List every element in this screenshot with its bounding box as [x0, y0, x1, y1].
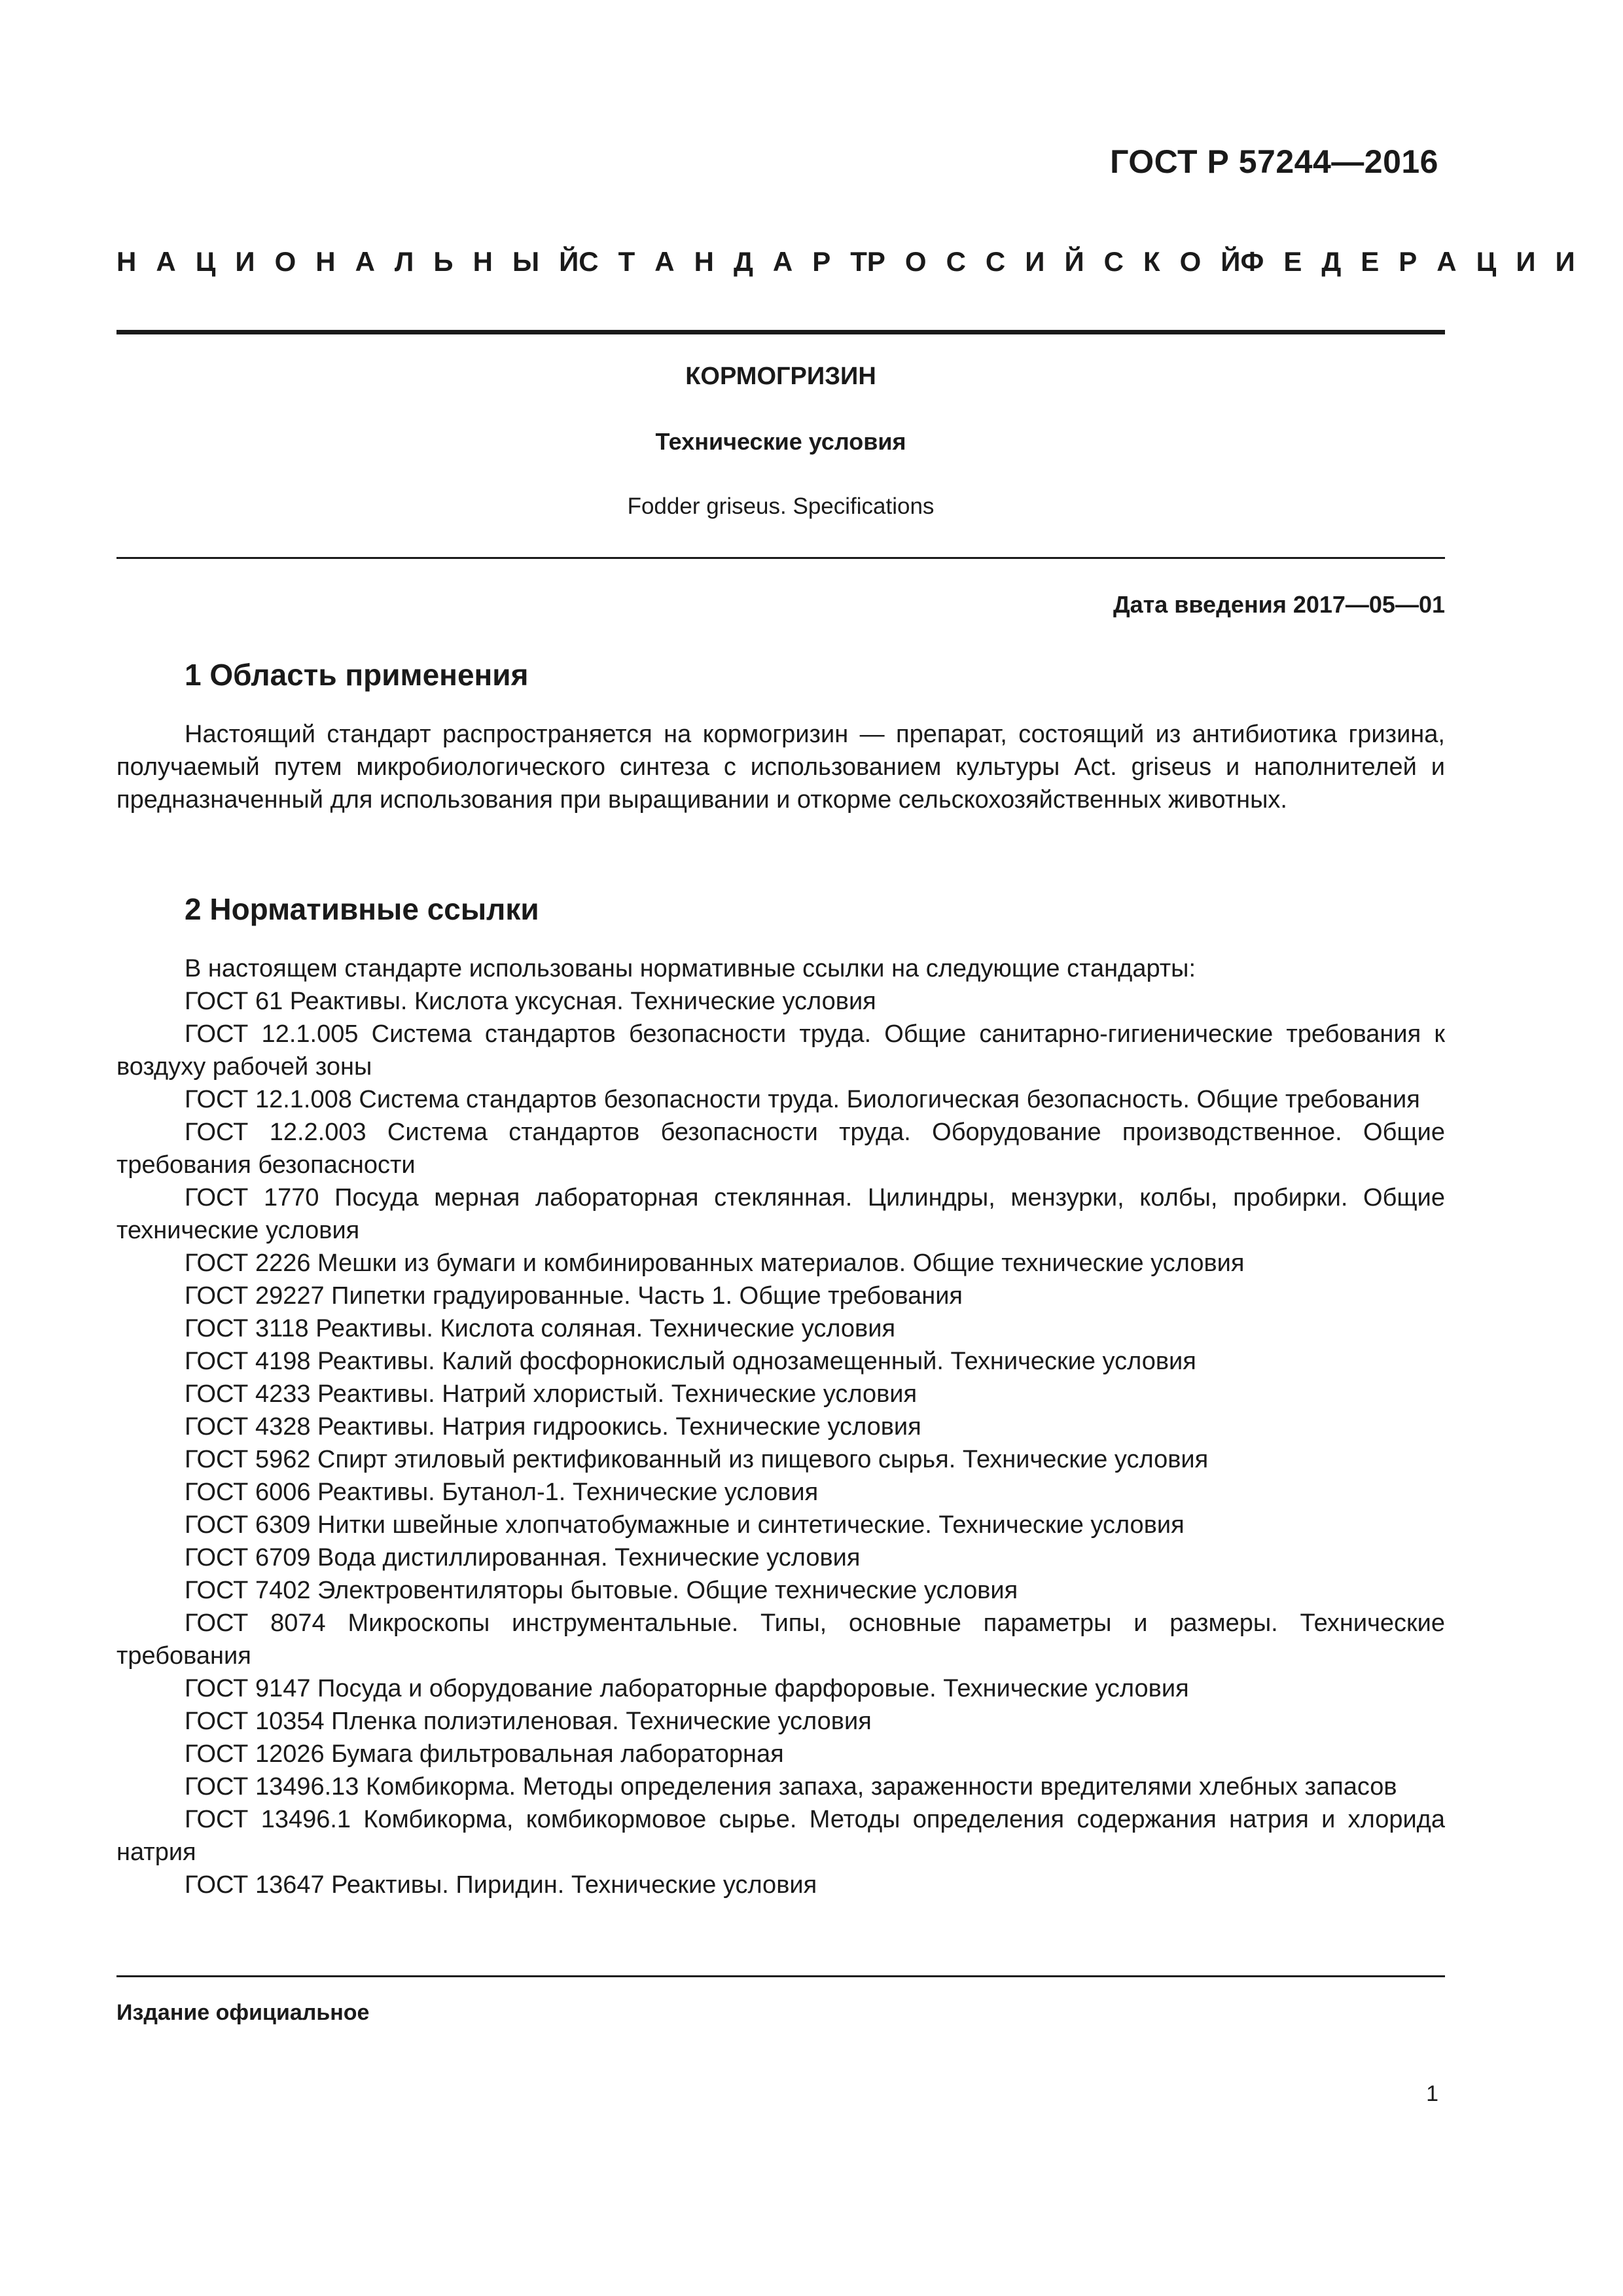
standard-designation: ГОСТ Р 57244—2016	[1110, 143, 1438, 180]
national-letter: Т	[618, 246, 635, 277]
national-letter: Р	[1399, 246, 1418, 277]
national-letter: Ы	[512, 246, 540, 277]
national-letter: Н	[694, 246, 714, 277]
national-letter: Н	[315, 246, 336, 277]
reference-item: ГОСТ 9147 Посуда и оборудование лабораторные фарфоровые. Технические условия	[185, 1675, 1189, 1702]
national-letter: Е	[1361, 246, 1380, 277]
reference-item: ГОСТ 12.1.008 Система стандартов безопасности труда. Биологическая безопасность. Общие требования	[185, 1086, 1420, 1113]
national-letter: О	[274, 246, 296, 277]
national-letter: А	[1436, 246, 1457, 277]
national-letter: Й	[1064, 246, 1084, 277]
national-letter: С	[1103, 246, 1124, 277]
reference-item: ГОСТ 10354 Пленка полиэтиленовая. Технические условия	[185, 1708, 872, 1735]
section-2-body	[116, 952, 1445, 1901]
national-letter: А	[654, 246, 675, 277]
document-title: КОРМОГРИЗИН	[685, 363, 876, 390]
national-letter: Е	[1283, 246, 1302, 277]
national-letter: И	[235, 246, 255, 277]
national-letter: Ц	[195, 246, 216, 277]
national-letter: Л	[394, 246, 414, 277]
national-letter: Ф	[1240, 246, 1264, 277]
section-2-heading: 2 Нормативные ссылки	[185, 892, 539, 926]
reference-item: ГОСТ 3118 Реактивы. Кислота соляная. Технические условия	[185, 1315, 896, 1342]
page-number: 1	[1426, 2081, 1438, 2106]
national-letter: И	[1516, 246, 1536, 277]
reference-item: ГОСТ 12.2.003 Система стандартов безопасности труда. Оборудование производственное. Общие требования безопасности	[116, 1119, 1445, 1179]
reference-item: ГОСТ 1770 Посуда мерная лабораторная стеклянная. Цилиндры, мензурки, колбы, пробирки. Общие технические условия	[116, 1184, 1445, 1244]
reference-item: ГОСТ 2226 Мешки из бумаги и комбинированных материалов. Общие технические условия	[185, 1249, 1245, 1277]
national-letter: К	[1143, 246, 1160, 277]
national-letter: С	[579, 246, 599, 277]
national-letter: О	[1179, 246, 1202, 277]
reference-item: ГОСТ 5962 Спирт этиловый ректификованный из пищевого сырья. Технические условия	[185, 1446, 1209, 1473]
national-letter: Р	[866, 246, 885, 277]
national-letter: Н	[473, 246, 493, 277]
section-1-heading: 1 Область применения	[185, 658, 529, 692]
national-word	[579, 246, 867, 278]
national-letter: А	[355, 246, 375, 277]
english-title: Fodder griseus. Specifications	[627, 493, 935, 519]
reference-item: ГОСТ 12026 Бумага фильтровальная лабораторная	[185, 1740, 784, 1768]
national-letter: Д	[1321, 246, 1342, 277]
national-letter: И	[1555, 246, 1575, 277]
national-letter: Ц	[1476, 246, 1497, 277]
header-rule	[116, 330, 1445, 334]
reference-item: ГОСТ 61 Реактивы. Кислота уксусная. Технические условия	[185, 988, 876, 1015]
national-word	[867, 246, 1241, 278]
reference-item: ГОСТ 6309 Нитки швейные хлопчатобумажные и синтетические. Технические условия	[185, 1511, 1185, 1539]
national-standard-heading	[116, 246, 1575, 278]
document-subtitle: Технические условия	[655, 428, 906, 455]
footer-rule	[116, 1975, 1445, 1977]
national-word	[116, 246, 579, 278]
reference-item: ГОСТ 4198 Реактивы. Калий фосфорнокислый однозамещенный. Технические условия	[185, 1348, 1196, 1375]
reference-item: ГОСТ 13496.13 Комбикорма. Методы определения запаха, зараженности вредителями хлебных запасов	[185, 1773, 1397, 1801]
national-letter: А	[156, 246, 176, 277]
national-letter: Й	[1221, 246, 1241, 277]
national-letter: Ь	[433, 246, 454, 277]
reference-list	[116, 985, 1445, 1901]
reference-item: ГОСТ 12.1.005 Система стандартов безопасности труда. Общие санитарно-гигиенические требования к воздуху рабочей зоны	[116, 1020, 1445, 1081]
title-rule	[116, 557, 1445, 559]
reference-item: ГОСТ 13496.1 Комбикорма, комбикормовое сырье. Методы определения содержания натрия и хлорида натрия	[116, 1806, 1445, 1866]
reference-item: ГОСТ 8074 Микроскопы инструментальные. Типы, основные параметры и размеры. Технические требования	[116, 1609, 1445, 1670]
reference-item: ГОСТ 4233 Реактивы. Натрий хлористый. Технические условия	[185, 1380, 918, 1408]
national-word	[1240, 246, 1575, 278]
reference-item: ГОСТ 6709 Вода дистиллированная. Технические условия	[185, 1544, 861, 1571]
national-letter: С	[946, 246, 966, 277]
section-1-body	[116, 718, 1445, 816]
section-1-paragraph: Настоящий стандарт распространяется на кормогризин — препарат, состоящий из антибиотика гризина, получаемый путем микробиологического синтеза с использованием культуры Act. griseus и наполнителей и предназначенный для использования при выращивании и откорме сельскохозяйственных животных.	[116, 721, 1445, 814]
national-letter: И	[1025, 246, 1045, 277]
section-2-intro: В настоящем стандарте использованы нормативные ссылки на следующие стандарты:	[185, 955, 1196, 982]
national-letter: Т	[850, 246, 867, 277]
reference-item: ГОСТ 4328 Реактивы. Натрия гидроокись. Технические условия	[185, 1413, 921, 1441]
national-letter: А	[772, 246, 793, 277]
national-letter: Й	[559, 246, 579, 277]
reference-item: ГОСТ 29227 Пипетки градуированные. Часть 1. Общие требования	[185, 1282, 963, 1310]
national-letter: Н	[116, 246, 137, 277]
national-letter: Д	[733, 246, 753, 277]
national-letter: Р	[812, 246, 831, 277]
official-edition-label: Издание официальное	[116, 2000, 370, 2025]
national-letter: С	[985, 246, 1006, 277]
national-letter: О	[904, 246, 927, 277]
reference-item: ГОСТ 6006 Реактивы. Бутанол-1. Технические условия	[185, 1479, 819, 1506]
introduction-date: Дата введения 2017—05—01	[1113, 591, 1445, 618]
reference-item: ГОСТ 13647 Реактивы. Пиридин. Технические условия	[185, 1871, 817, 1899]
reference-item: ГОСТ 7402 Электровентиляторы бытовые. Общие технические условия	[185, 1577, 1018, 1604]
